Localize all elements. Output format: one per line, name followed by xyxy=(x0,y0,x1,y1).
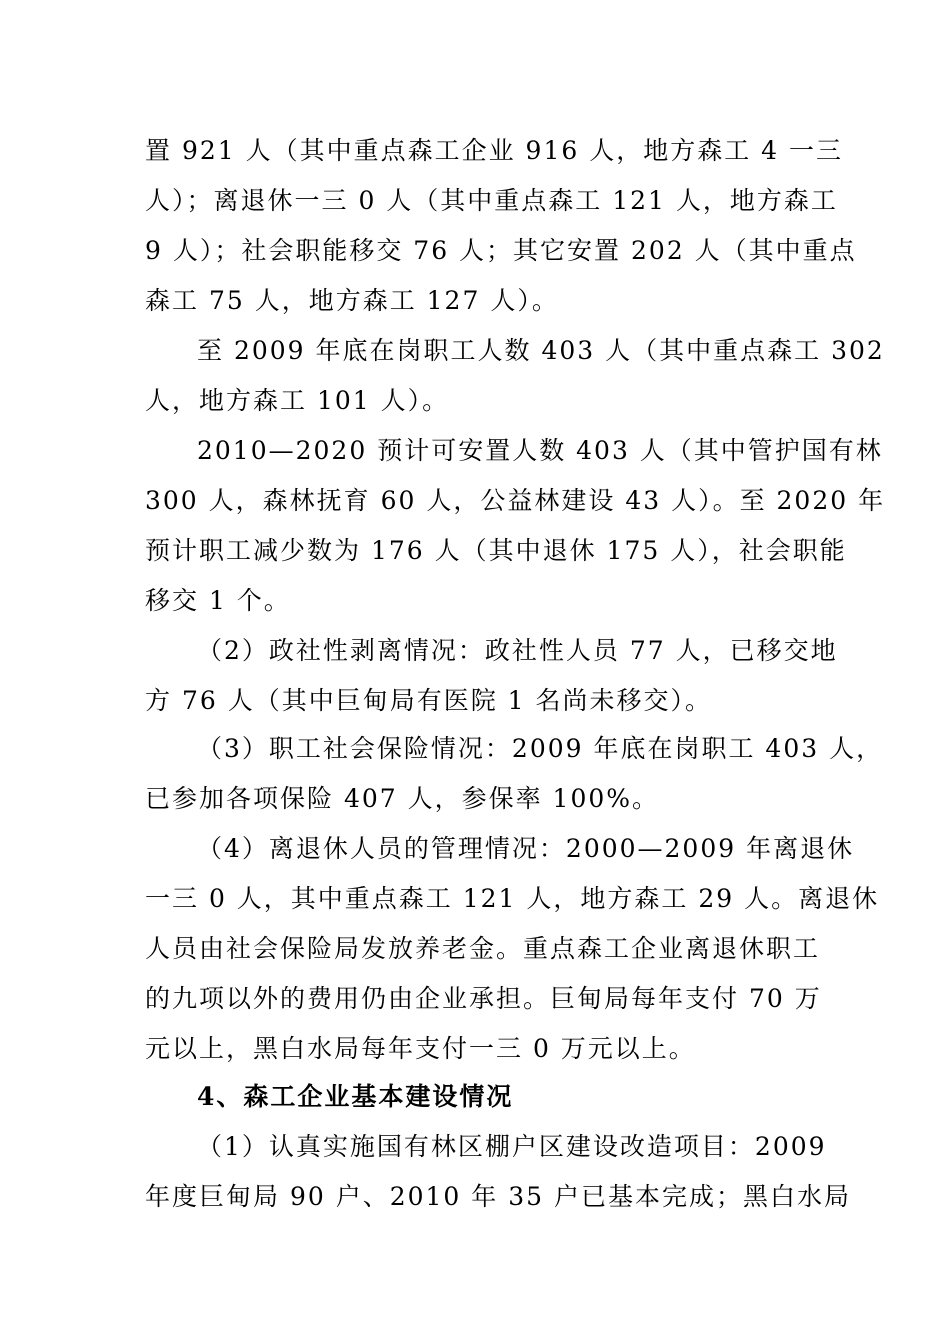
text-line: 至 2009 年底在岗职工人数 403 人（其中重点森工 302 xyxy=(197,336,885,365)
text-line: 方 76 人（其中巨甸局有医院 1 名尚未移交）。 xyxy=(145,686,713,715)
section-heading: 4、森工企业基本建设情况 xyxy=(197,1082,514,1111)
text-line: （3）职工社会保险情况：2009 年底在岗职工 403 人， xyxy=(197,734,884,763)
text-line: 一三 0 人，其中重点森工 121 人，地方森工 29 人。离退休 xyxy=(145,884,880,913)
text-line: 的九项以外的费用仍由企业承担。巨甸局每年支付 70 万 xyxy=(145,984,822,1013)
text-line: 已参加各项保险 407 人，参保率 100%。 xyxy=(145,784,660,813)
text-line: 2010—2020 预计可安置人数 403 人（其中管护国有林 xyxy=(197,436,883,465)
text-line: 人，地方森工 101 人）。 xyxy=(145,386,450,415)
text-line: （1）认真实施国有林区棚户区建设改造项目：2009 xyxy=(197,1132,827,1161)
text-line: （4）离退休人员的管理情况：2000—2009 年离退休 xyxy=(197,834,855,863)
text-line: 年度巨甸局 90 户、2010 年 35 户已基本完成；黑白水局 xyxy=(145,1182,851,1211)
text-line: 元以上，黑白水局每年支付一三 0 万元以上。 xyxy=(145,1034,696,1063)
text-line: 300 人，森林抚育 60 人，公益林建设 43 人）。至 2020 年 xyxy=(145,486,886,515)
text-line: 移交 1 个。 xyxy=(145,586,291,615)
text-line: 预计职工减少数为 176 人（其中退休 175 人），社会职能 xyxy=(145,536,847,565)
text-line: 置 921 人（其中重点森工企业 916 人，地方森工 4 一三 xyxy=(145,136,844,165)
text-line: 9 人）；社会职能移交 76 人；其它安置 202 人（其中重点 xyxy=(145,236,857,265)
text-line: 人员由社会保险局发放养老金。重点森工企业离退休职工 xyxy=(145,934,821,963)
text-line: （2）政社性剥离情况：政社性人员 77 人，已移交地 xyxy=(197,636,838,665)
text-line: 森工 75 人，地方森工 127 人）。 xyxy=(145,286,559,315)
text-line: 人）；离退休一三 0 人（其中重点森工 121 人，地方森工 xyxy=(145,186,838,215)
